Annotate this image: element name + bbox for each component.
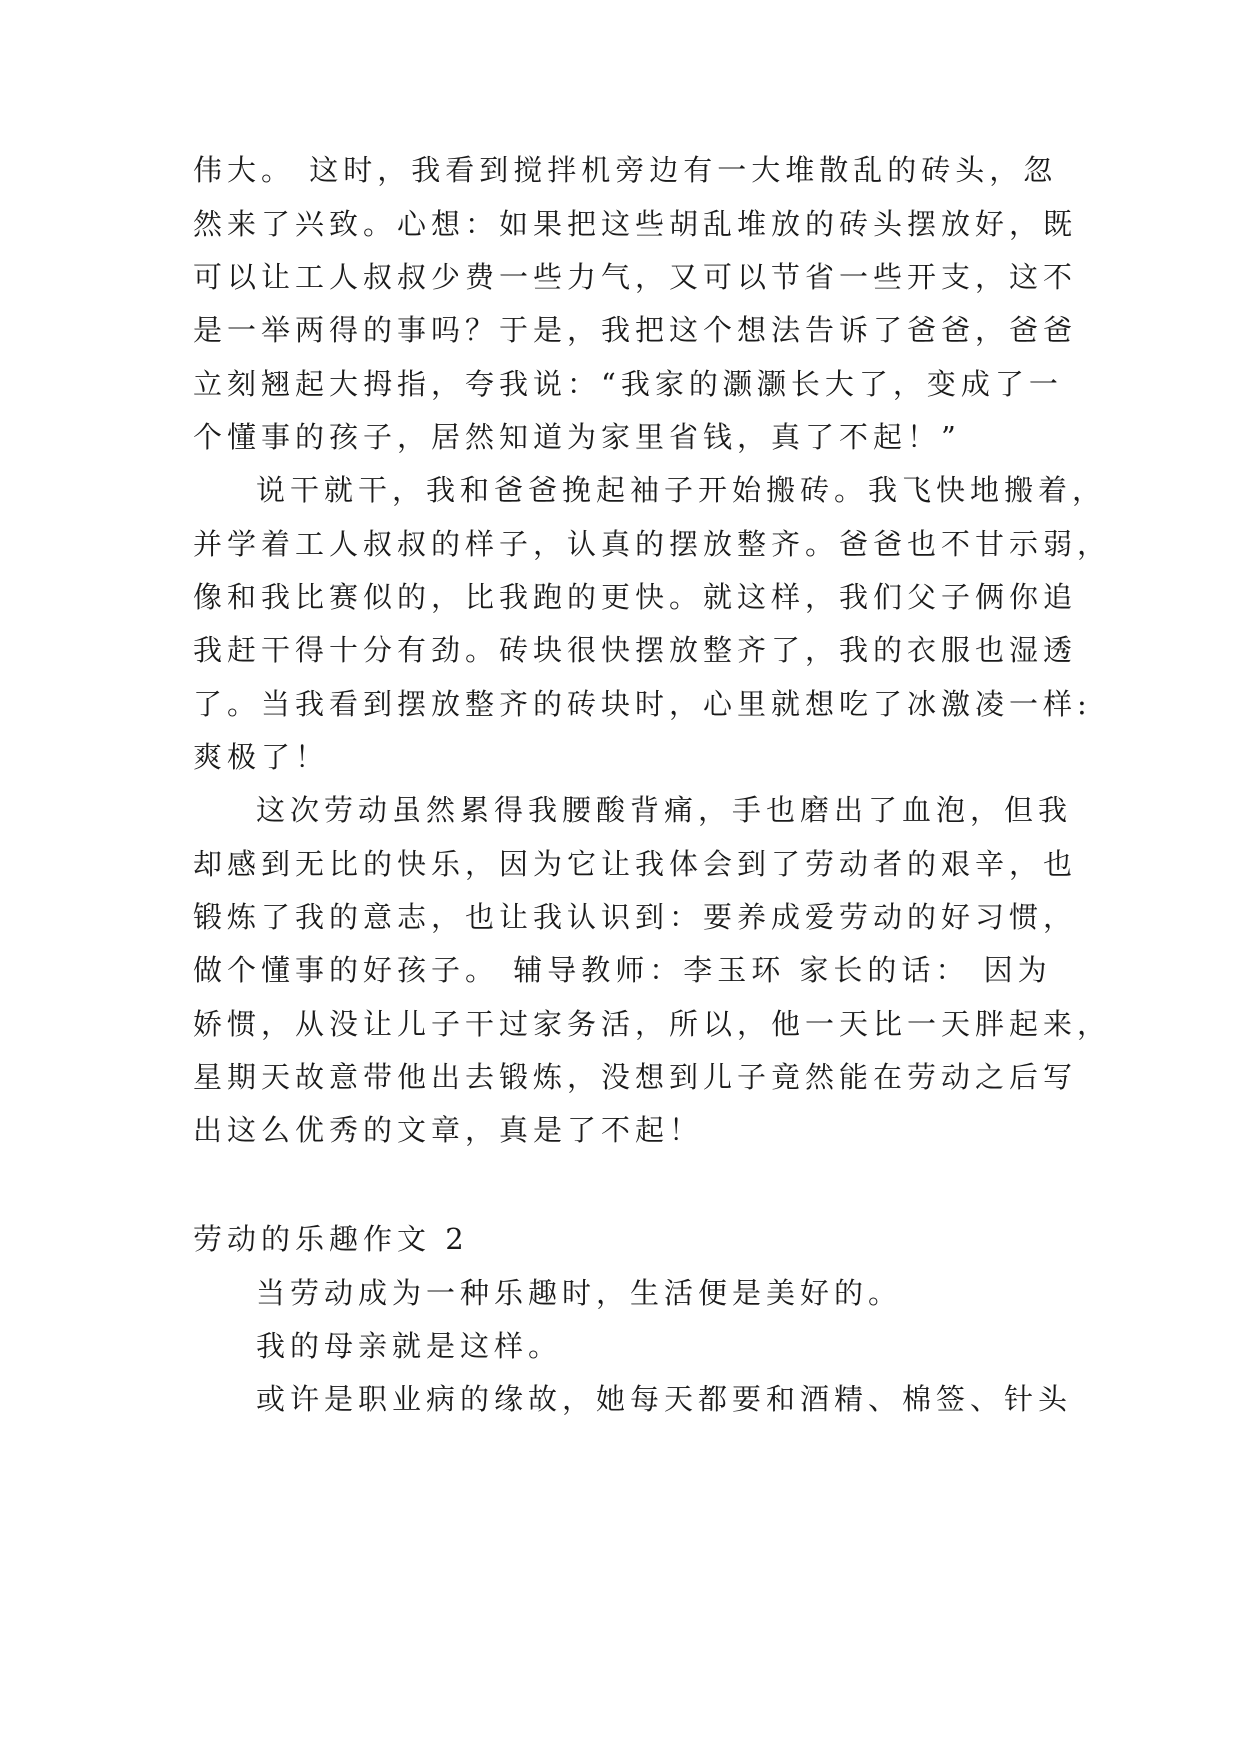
text-line: 我的母亲就是这样。 (256, 1329, 563, 1363)
text-line: 这次劳动虽然累得我腰酸背痛，手也磨出了血泡，但我 (256, 793, 1073, 827)
text-line: 个懂事的孩子，居然知道为家里省钱，真了不起！” (193, 420, 961, 454)
text-line: 却感到无比的快乐，因为它让我体会到了劳动者的艰辛，也 (193, 847, 1078, 881)
text-line: 然来了兴致。心想：如果把这些胡乱堆放的砖头摆放好，既 (193, 207, 1078, 241)
text-line: 立刻翘起大拇指，夸我说：“我家的灏灏长大了，变成了一 (193, 367, 1063, 401)
text-line: 是一举两得的事吗？于是，我把这个想法告诉了爸爸，爸爸 (193, 313, 1078, 347)
text-line: 或许是职业病的缘故，她每天都要和酒精、棉签、针头 (256, 1382, 1073, 1416)
text-line: 像和我比赛似的，比我跑的更快。就这样，我们父子俩你追 (193, 580, 1078, 614)
text-line: 娇惯，从没让儿子干过家务活，所以，他一天比一天胖起来， (193, 1007, 1112, 1041)
text-line: 我赶干得十分有劲。砖块很快摆放整齐了，我的衣服也湿透 (193, 633, 1078, 667)
text-line: 做个懂事的好孩子。 辅导教师：李玉环 家长的话： 因为 (193, 953, 1052, 987)
text-line: 并学着工人叔叔的样子，认真的摆放整齐。爸爸也不甘示弱， (193, 527, 1112, 561)
text-line: 了。当我看到摆放整齐的砖块时，心里就想吃了冰激凌一样: (193, 687, 1092, 721)
section-title: 劳动的乐趣作文 2 (193, 1222, 469, 1256)
text-line: 可以让工人叔叔少费一些力气，又可以节省一些开支，这不 (193, 260, 1078, 294)
text-line: 伟大。 这时，我看到搅拌机旁边有一大堆散乱的砖头，忽 (193, 153, 1058, 187)
text-line: 出这么优秀的文章，真是了不起！ (193, 1113, 704, 1147)
text-line: 当劳动成为一种乐趣时，生活便是美好的。 (256, 1276, 903, 1310)
text-line: 星期天故意带他出去锻炼，没想到儿子竟然能在劳动之后写 (193, 1060, 1078, 1094)
text-line: 爽极了！ (193, 740, 330, 774)
text-line: 锻炼了我的意志，也让我认识到：要养成爱劳动的好习惯， (193, 900, 1078, 934)
text-line: 说干就干，我和爸爸挽起袖子开始搬砖。我飞快地搬着， (256, 473, 1107, 507)
